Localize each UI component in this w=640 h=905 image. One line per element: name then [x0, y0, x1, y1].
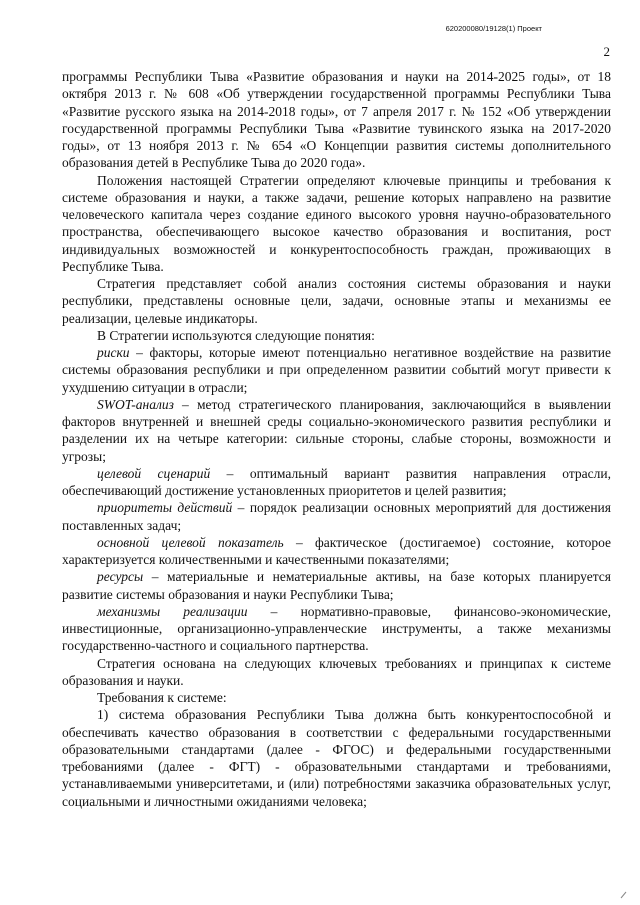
definition-swot	[62, 396, 611, 465]
definition-term: риски	[97, 345, 130, 360]
page-number: 2	[603, 44, 610, 59]
definition-term: целевой сценарий	[97, 465, 211, 481]
definition-text: – материальные и нематериальные активы, на базе которых планируется развитие системы образования и науки Республики Тыва;	[62, 569, 611, 602]
definition-resources	[62, 568, 611, 603]
paragraph-text: Положения настоящей Стратегии определяют ключевые принципы и требования к системе образования и науки, а также задачи, решение которых направлено на развитие человеческого капитала через создание единого высокого уровня научно-образовательного пространства, обеспечивающего высокое качество образования и воспитания, рост индивидуальных возможностей и конкурентоспособность граждан, проживающих в Республике Тыва.	[62, 172, 611, 274]
definition-text: – нормативно-правовые, финансово-экономические, инвестиционные, организационно-управленческие инструменты, а также механизмы государственно-частного и социального партнерства.	[62, 603, 611, 654]
definition-risks	[62, 344, 611, 396]
definition-term: SWOT-анализ	[97, 396, 174, 412]
document-body	[62, 68, 611, 810]
definition-action-priorities	[62, 499, 611, 534]
definition-term: приоритеты действий	[97, 500, 233, 516]
paragraph-continuation	[62, 68, 611, 172]
definition-text: – оптимальный вариант развития направления отрасли, обеспечивающий достижение установленных приоритетов и целей развития;	[62, 465, 612, 498]
definition-mechanisms	[62, 603, 611, 655]
paragraph-text: 1) система образования Республики Тыва должна быть конкурентоспособной и обеспечивать качество образования в соответствии с федеральными государственными образовательными стандартами (далее - ФГОС) и федеральными государственными требованиями (далее - ФГТ) - образовательными стандартами и требованиями, устанавливаемыми университетами, и (или) потребностями заказчика образовательных услуг, социальными и личностными ожиданиями человека;	[62, 707, 611, 809]
definition-main-indicator	[62, 534, 611, 569]
paragraph-principles	[62, 655, 611, 690]
definition-text: – порядок реализации основных мероприятий для достижения поставленных задач;	[62, 500, 611, 533]
paragraph-text: Требования к системе:	[97, 690, 227, 705]
requirement-item-1	[62, 706, 611, 810]
definition-text: – факторы, которые имеют потенциально негативное воздействие на развитие системы образования республики и при определенном развитии событий могут привести к ухудшению ситуации в отрасли;	[62, 345, 611, 395]
definition-term: ресурсы	[97, 569, 144, 585]
definition-target-scenario	[62, 465, 611, 500]
definition-text: – метод стратегического планирования, заключающийся в выявлении факторов внутренней и внешней среды социально-экономического развития республики и разделении их на четыре категории: сильные стороны, слабые стороны, возможности и угрозы;	[62, 396, 611, 464]
paragraph-text: Стратегия основана на следующих ключевых требованиях и принципах к системе образования и науки.	[62, 655, 611, 688]
paragraph-requirements-heading	[62, 689, 611, 706]
paragraph-text: В Стратегии используются следующие понятия:	[97, 327, 375, 343]
paragraph-concepts-intro	[62, 327, 611, 344]
paragraph-text: Стратегия представляет собой анализ состояния системы образования и науки республики, представлены основные цели, задачи, основные этапы и механизмы ее реализации, целевые индикаторы.	[62, 276, 611, 326]
paragraph-strategy-analysis	[62, 275, 611, 327]
definition-term: механизмы реализации	[97, 603, 248, 619]
corner-mark-icon	[620, 891, 628, 899]
document-id: 620200080/19128(1) Проект	[445, 24, 542, 33]
paragraph-provisions	[62, 172, 611, 276]
definition-text: – фактическое (достигаемое) состояние, которое характеризуется количественными и качественными показателями;	[62, 534, 611, 567]
paragraph-text: программы Республики Тыва «Развитие образования и науки на 2014-2025 годы», от 18 октября 2013 г. № 608 «Об утверждении государственной программы Республики Тыва «Развитие русского языка на 2014-2018 годы», от 7 апреля 2017 г. № 152 «Об утверждении государственной программы Республики Тыва «Развитие тувинского языка на 2017-2020 годы», от 13 ноября 2013 г. № 654 «О Концепции развития системы дополнительного образования детей в Республике Тыва до 2020 года».	[62, 69, 611, 171]
definition-term: основной целевой показатель	[97, 534, 284, 550]
